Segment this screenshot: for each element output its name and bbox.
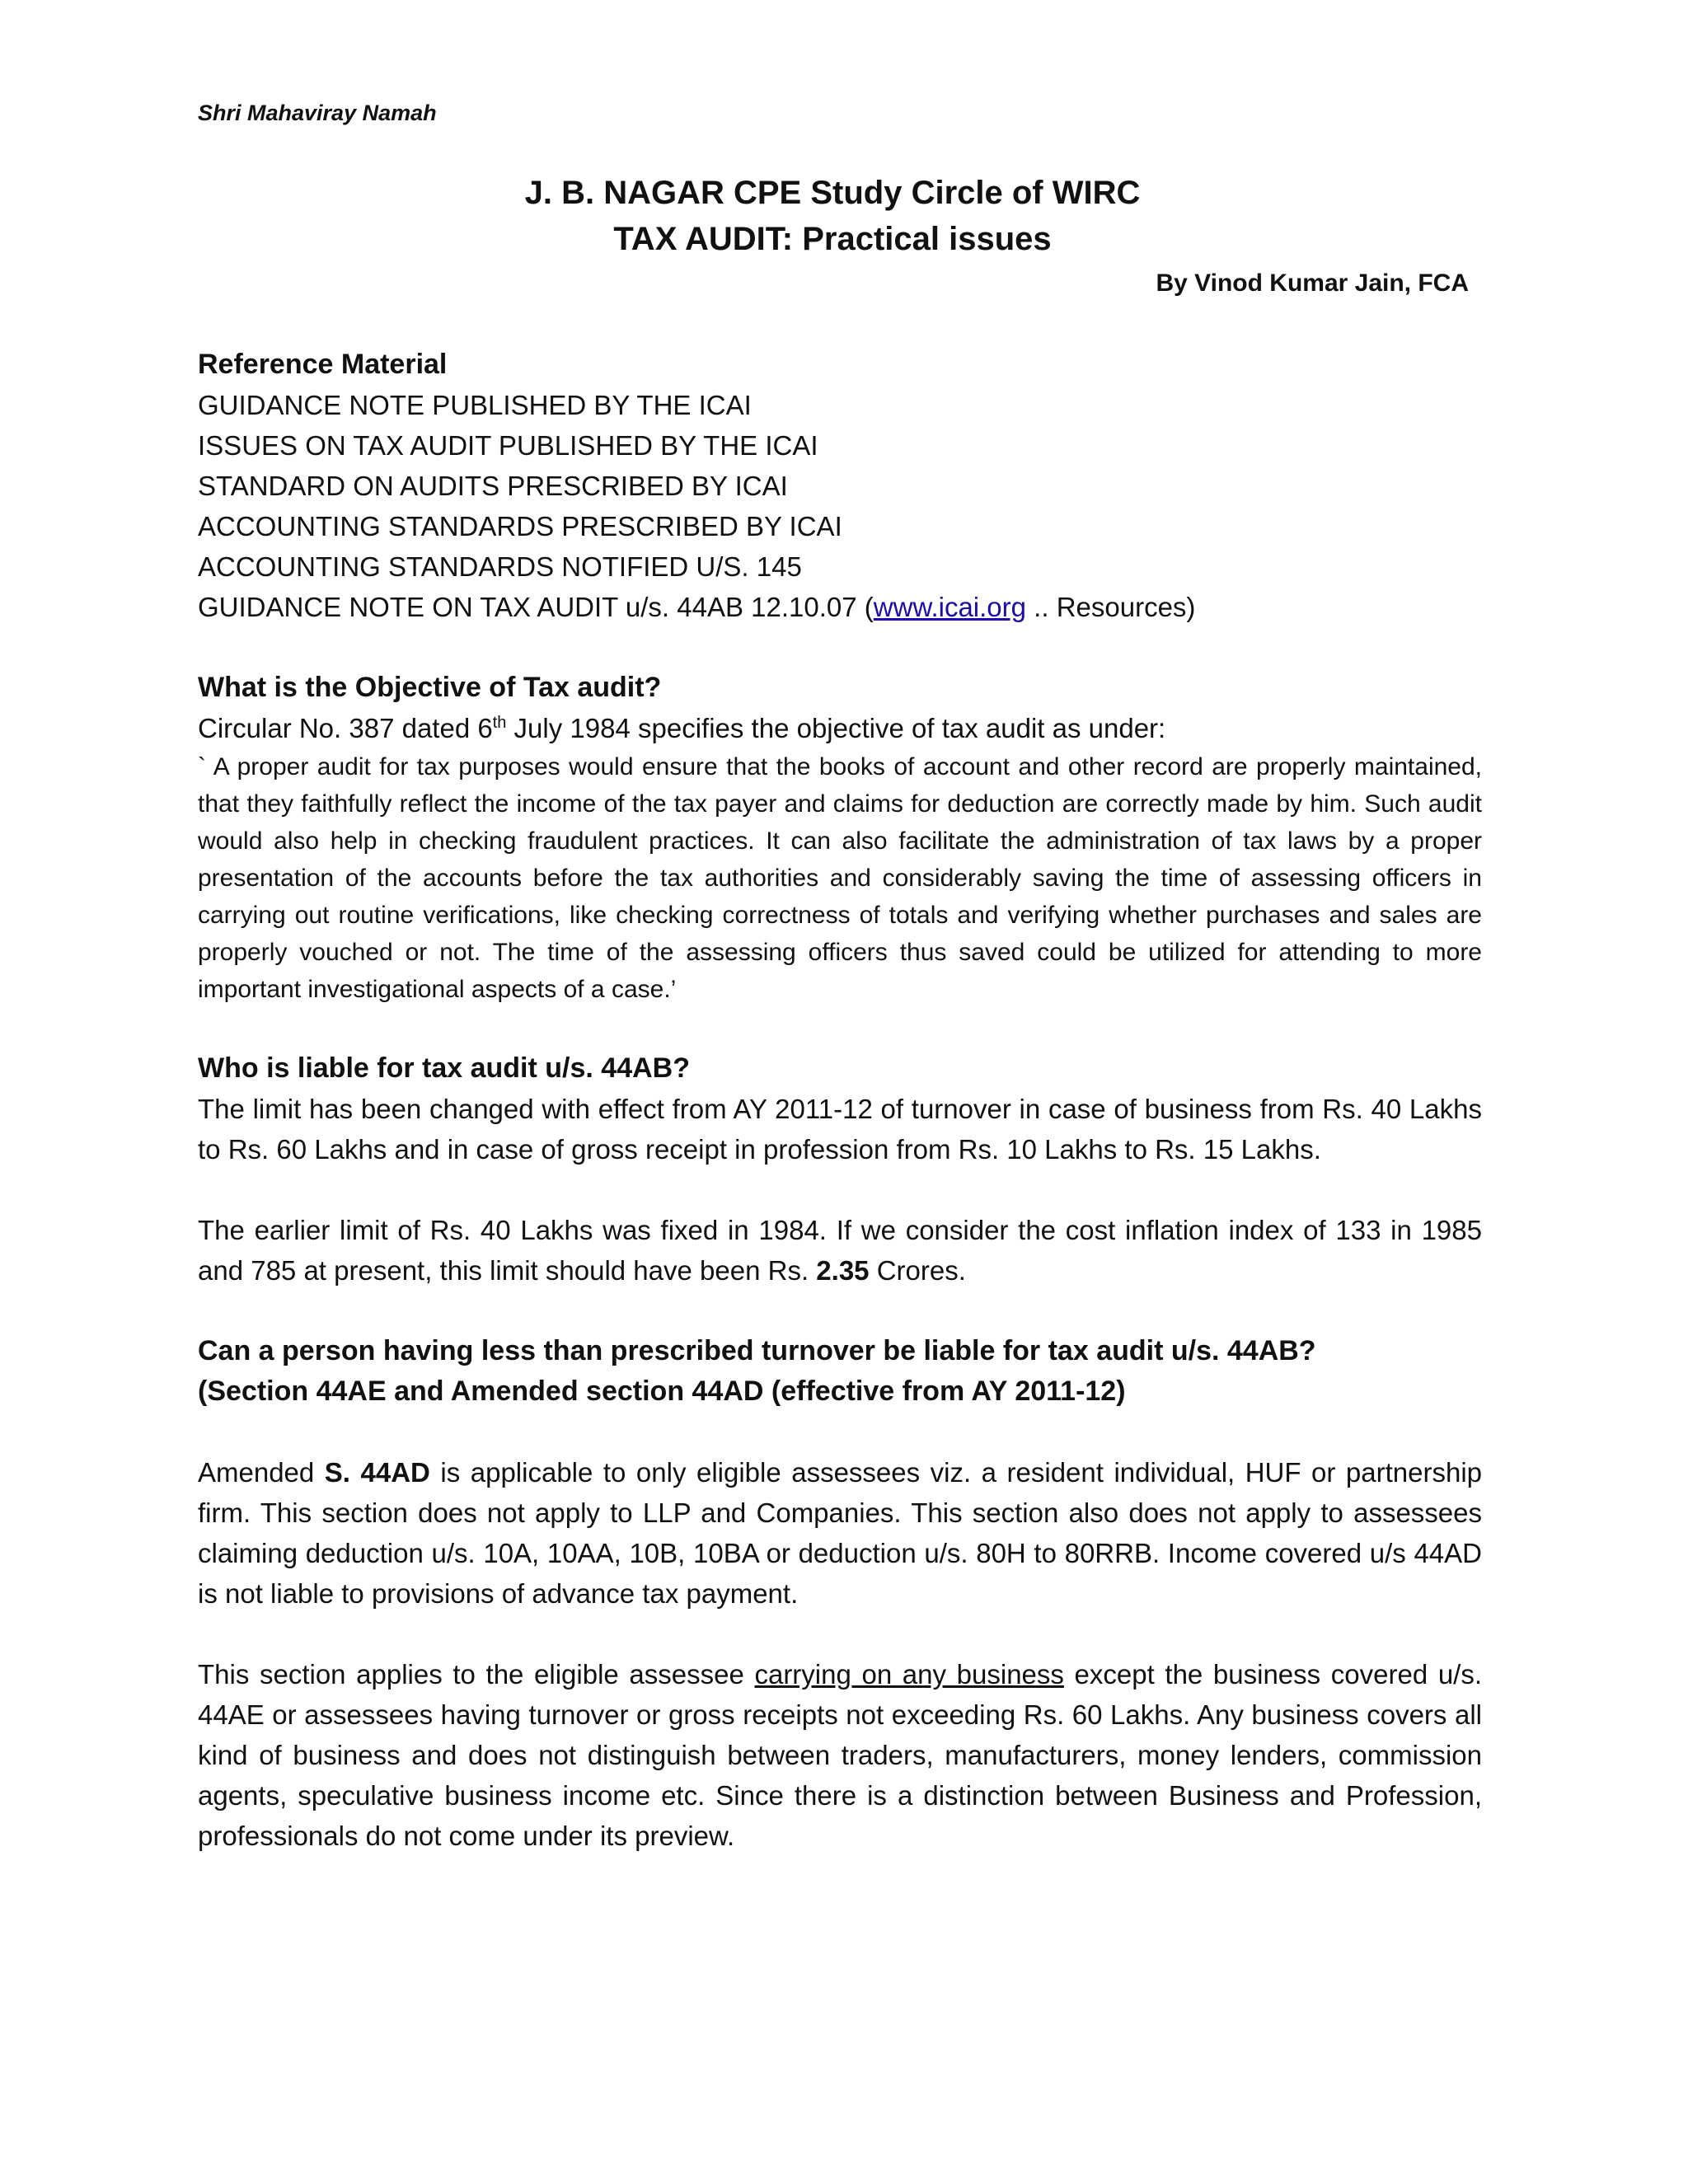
paragraph-spacer [198,627,1482,668]
limit-change-paragraph: The limit has been changed with effect from AY 2011-12 of turnover in case of business from Rs. 40 Lakhs to Rs. 60 Lakhs and in case of gross receipt in profession from Rs. 10 Lakhs to Rs. 15 Lakhs. [198,1094,1482,1165]
inflation-paragraph [198,1210,1482,1291]
objective-quote: ` A proper audit for tax purposes would ensure that the books of account and other record are properly maintained, that they faithfully reflect the income of the tax payer and claims for deduction are correctly made by him. Such audit would also help in checking fraudulent practices. It can also facilitate the administration of tax laws by a proper presentation of the accounts before the tax authorities and considerably saving the time of assessing officers in carrying out routine verifications, like checking correctness of totals and verifying whether purchases and sales are properly vouched or not. The time of the assessing officers thus saved could be utilized for attending to more important investigational aspects of a case.’ [198,753,1482,1003]
inflation-text: The earlier limit of Rs. 40 Lakhs was fixed in 1984. If we consider the cost inflation index of 133 in 1985 and 785 at present, this limit should have been Rs. [198,1215,1482,1286]
document-body [198,344,1482,1856]
resources-text: .. Resources) [1026,592,1196,622]
objective-section [198,668,1482,1008]
paragraph-spacer [198,1291,1482,1331]
business-scope-paragraph [198,1654,1482,1856]
inflation-value: 2.35 [816,1255,870,1286]
section-44ad-paragraph [198,1452,1482,1614]
less-turnover-heading-line2: (Section 44AE and Amended section 44AD (effective from AY 2011-12) [198,1376,1126,1407]
reference-section [198,344,1482,627]
paragraph-spacer [198,1614,1482,1654]
author-line: By Vinod Kumar Jain, FCA [1156,269,1469,297]
liability-heading: Who is liable for tax audit u/s. 44AB? [198,1052,690,1084]
less-turnover-heading-line1: Can a person having less than prescribed turnover be liable for tax audit u/s. 44AB? [198,1335,1316,1366]
list-item: ISSUES ON TAX AUDIT PUBLISHED BY THE ICAI [198,430,818,461]
paragraph-spacer [198,1008,1482,1048]
document-page [198,0,1482,2184]
inflation-text-end: Crores. [869,1255,966,1286]
document-title-line1: J. B. NAGAR CPE Study Circle of WIRC [524,175,1141,211]
reference-list [198,385,1482,627]
document-title-line2: TAX AUDIT: Practical issues [613,221,1052,257]
list-item: GUIDANCE NOTE PUBLISHED BY THE ICAI [198,390,752,420]
ordinal-superscript: th [492,714,507,732]
list-item: ACCOUNTING STANDARDS PRESCRIBED BY ICAI [198,511,842,541]
section-44ad-text: Amended [198,1457,325,1488]
objective-heading: What is the Objective of Tax audit? [198,672,662,703]
section-44ad-text-end: is applicable to only eligible assessees viz. a resident individual, HUF or partnership firm. This section does not apply to LLP and Companies. This section also does not apply to assessees claiming deduction u/s. 10A, 10AA, 10B, 10BA or deduction u/s. 80H to 80RRB. Income covered u/s 44AD is not liable to provisions of advance tax payment. [198,1457,1483,1609]
business-scope-text-end: except the business covered u/s. 44AE or assessees having turnover or gross receipts not exceeding Rs. 60 Lakhs. Any business covers all kind of business and does not distinguish between traders, manufacturers, money lenders, commission agents, speculative business income etc. Since there is a distinction between Business and Profession, professionals do not come under its preview. [198,1659,1483,1851]
circular-text: Circular No. 387 dated 6 [198,713,493,743]
business-scope-underlined: carrying on any business [754,1659,1064,1690]
list-item: ACCOUNTING STANDARDS NOTIFIED U/S. 145 [198,551,802,582]
circular-text-end: July 1984 specifies the objective of tax audit as under: [506,713,1166,743]
less-turnover-section [198,1331,1482,1856]
paragraph-spacer [198,1169,1482,1210]
list-item: STANDARD ON AUDITS PRESCRIBED BY ICAI [198,471,788,501]
circular-line [198,708,1482,748]
liability-section [198,1048,1482,1291]
invocation-line: Shri Mahaviray Namah [198,101,437,125]
icai-website-link[interactable]: www.icai.org [873,592,1027,622]
list-item-guidance-note [198,587,1482,627]
business-scope-text: This section applies to the eligible assessee [198,1659,755,1690]
section-44ad-label: S. 44AD [324,1457,430,1488]
reference-heading: Reference Material [198,349,448,380]
guidance-note-text: GUIDANCE NOTE ON TAX AUDIT u/s. 44AB 12.10.07 ( [198,592,874,622]
paragraph-spacer [198,1412,1482,1452]
